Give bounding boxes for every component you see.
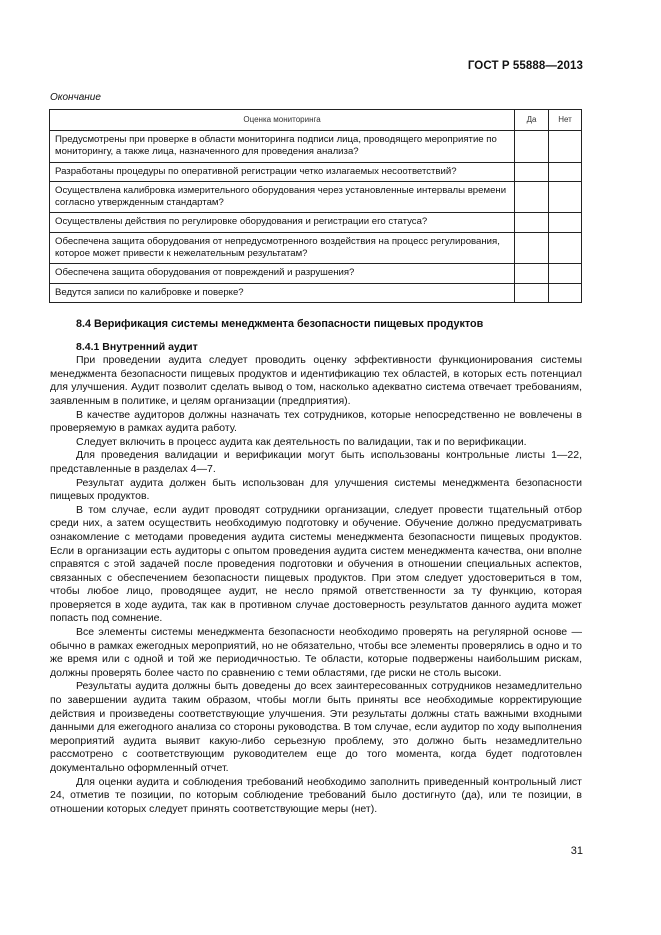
page-number: 31: [570, 845, 583, 857]
subsection-heading: 8.4.1 Внутренний аудит: [76, 340, 198, 353]
monitoring-checklist-table: [49, 109, 582, 303]
yes-cell[interactable]: [515, 181, 549, 213]
no-cell[interactable]: [549, 264, 582, 283]
no-cell[interactable]: [549, 131, 582, 163]
paragraph: Результаты аудита должны быть доведены до всех заинтересованных сотрудников незамедлительно по завершении аудита таким образом, чтобы могли быть приняты все необходимые корректирующие действия и произведены соответствующие улучшения. Эти результаты должны стать важными входными данными для ежегодного анализа со стороны руководства. В том случае, если аудитор по ходу выполнения мероприятий аудита выявит какую-либо серьезную проблему, это должно быть незамедлительно рассмотрено с соответствующим руководителем еще до того момента, когда будет подготовлен документально оформленный отчет.: [50, 680, 582, 774]
yes-cell[interactable]: [515, 131, 549, 163]
table-row: [50, 131, 582, 163]
table-row: [50, 162, 582, 181]
no-cell[interactable]: [549, 213, 582, 232]
no-cell[interactable]: [549, 162, 582, 181]
paragraph: Все элементы системы менеджмента безопасности необходимо проверять на регулярной основе — обычно в рамках ежегодных мероприятий, но не обязательно, чтобы все элементы проверялись в одно и то же время или с одной и той же периодичностью. Те области, которые подвержены наибольшим рискам, должны проверять более часто по сравнению с теми областями, где риски не столь высоки.: [50, 626, 582, 679]
question-cell: Осуществлена калибровка измерительного оборудования через установленные интервалы времени согласно утвержденным стандартам?: [50, 181, 515, 213]
paragraph: Для оценки аудита и соблюдения требований необходимо заполнить приведенный контрольный лист 24, отметив те позиции, по которым соблюдение требований было достигнуто (да), или те позиции, в отношении которых следует принять соответствующие меры (нет).: [50, 775, 582, 815]
yes-cell[interactable]: [515, 232, 549, 264]
column-header-yes: Да: [515, 110, 549, 131]
question-cell: Осуществлены действия по регулировке оборудования и регистрации его статуса?: [50, 213, 515, 232]
document-code: ГОСТ Р 55888—2013: [467, 60, 583, 72]
no-cell[interactable]: [549, 283, 582, 302]
continuation-label: Окончание: [50, 92, 101, 103]
column-header-assessment: Оценка мониторинга: [50, 110, 515, 131]
question-cell: Предусмотрены при проверке в области мониторинга подписи лица, проводящего мероприятие по мониторингу, а также лица, назначенного для проведения анализа?: [50, 131, 515, 163]
yes-cell[interactable]: [515, 264, 549, 283]
paragraph: При проведении аудита следует проводить оценку эффективности функционирования системы менеджмента безопасности пищевых продуктов и идентификацию тех областей, в которых есть потенциал для улучшения. Аудит позволит сделать вывод о том, насколько адекватно система отвечает требованиям, заявленным в политике, и целям организации (предприятия).: [50, 354, 582, 407]
column-header-no: Нет: [549, 110, 582, 131]
yes-cell[interactable]: [515, 283, 549, 302]
paragraph: В качестве аудиторов должны назначать тех сотрудников, которые непосредственно не вовлечены в проверяемую в рамках аудита работу.: [50, 408, 582, 435]
table-row: [50, 181, 582, 213]
table-row: [50, 213, 582, 232]
table-row: [50, 283, 582, 302]
table-row: [50, 232, 582, 264]
paragraph: Для проведения валидации и верификации могут быть использованы контрольные листы 1—22, представленные в разделах 4—7.: [50, 449, 582, 475]
section-body: [50, 318, 582, 816]
question-cell: Обеспечена защита оборудования от повреждений и разрушения?: [50, 264, 515, 283]
no-cell[interactable]: [549, 181, 582, 213]
no-cell[interactable]: [549, 232, 582, 264]
question-cell: Обеспечена защита оборудования от непредусмотренного воздействия на процесс регулирования, которое может привести к нежелательным результатам?: [50, 232, 515, 264]
question-cell: Ведутся записи по калибровке и поверке?: [50, 283, 515, 302]
question-cell: Разработаны процедуры по оперативной регистрации четко излагаемых несоответствий?: [50, 162, 515, 181]
paragraph: Результат аудита должен быть использован для улучшения системы менеджмента безопасности пищевых продуктов.: [50, 476, 582, 503]
table-header-row: [50, 110, 582, 131]
yes-cell[interactable]: [515, 162, 549, 181]
paragraph: В том случае, если аудит проводят сотрудники организации, следует провести тщательный отбор среди них, а затем осуществить необходимую подготовку и обучение. Обучение должно предусматривать ознакомление с методами проведения аудита системы менеджмента безопасности пищевых продуктов. Если в организации есть аудиторы с опытом проведения аудита систем менеджмента качества, они вполне справятся с этой задачей после проведения подготовки и обучения в отношении специальных аспектов, связанных с обеспечением безопасности пищевых продуктов. При этом следует удостовериться в том, чтобы любое лицо, проводящее аудит, не несло прямой ответственности за ту функцию, которая проверяется в ходе аудита, так как в противном случае достоверность результатов данного аудита может попасть под сомнение.: [50, 503, 582, 625]
section-heading: 8.4 Верификация системы менеджмента безопасности пищевых продуктов: [76, 318, 484, 330]
table-row: [50, 264, 582, 283]
paragraph: Следует включить в процесс аудита как деятельность по валидации, так и по верификации.: [76, 435, 527, 448]
yes-cell[interactable]: [515, 213, 549, 232]
